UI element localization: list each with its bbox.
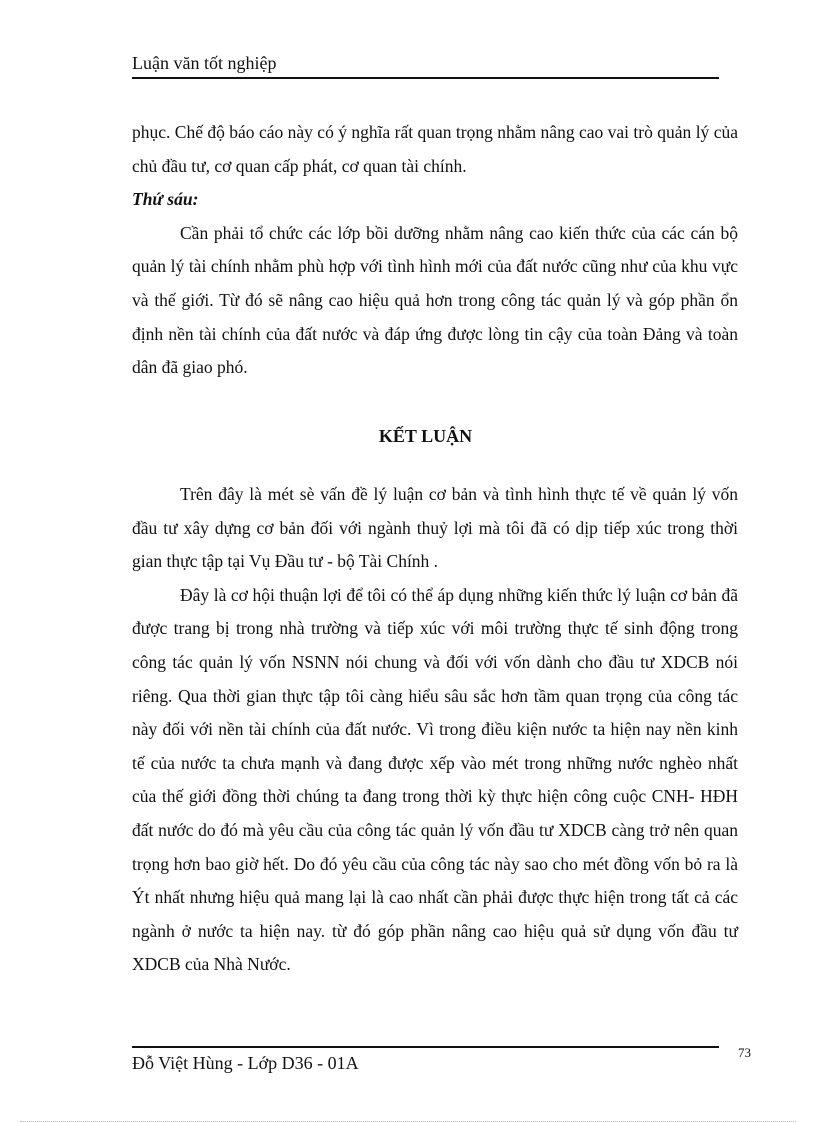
page-bottom-edge xyxy=(20,1121,796,1122)
subheading-thu-sau: Thứ sáu: xyxy=(132,189,199,210)
running-header: Luận văn tốt nghiệp xyxy=(132,52,719,79)
page-number: 73 xyxy=(738,1045,751,1060)
conclusion-heading: KẾT LUẬN xyxy=(378,426,473,446)
footer-author: Đỗ Việt Hùng - Lớp D36 - 01A xyxy=(132,1053,359,1073)
conclusion-body xyxy=(132,478,738,982)
recommendation-paragraph: Cần phải tổ chức các lớp bồi dưỡng nhằm nâng cao kiến thức của các cán bộ quản lý tài chính nhằm phù hợp với tình hình mới của đất nước cũng như của khu vực và thế giới. Từ đó sẽ nâng cao hiệu quả hơn trong công tác quản lý và góp phần ổn định nền tài chính của đất nước và đáp ứng được lòng tin cậy của toàn Đảng và toàn dân đã giao phó. xyxy=(132,222,738,378)
conclusion-paragraph-2: Đây là cơ hội thuận lợi để tôi có thể áp dụng những kiến thức lý luận cơ bản đã được trang bị trong nhà trường và tiếp xúc với môi trường thực tế sinh động trong công tác quản lý vốn NSNN nói chung và đối với vốn dành cho đầu tư XDCB nói riêng. Qua thời gian thực tập tôi càng hiểu sâu sắc hơn tầm quan trọng của công tác này đối với nền tài chính của đất nước. Vì trong điều kiện nước ta hiện nay nền kinh tế của nước ta chưa mạnh và đang được xếp vào mét trong những nước nghèo nhất của thế giới đồng thời chúng ta đang trong thời kỳ thực hiện công cuộc CNH- HĐH đất nước do đó mà yêu cầu của công tác quản lý vốn đầu tư XDCB càng trở nên quan trọng hơn bao giờ hết. Do đó yêu cầu của công tác này sao cho mét đồng vốn bỏ ra là Ýt nhất nhưng hiệu quả mang lại là cao nhất cần phải được thực hiện trong tất cả các ngành ở nước ta hiện nay. từ đó góp phần nâng cao hiệu quả sử dụng vốn đầu tư XDCB của Nhà Nước. xyxy=(132,584,738,975)
section-closing-text xyxy=(132,116,738,385)
conclusion-paragraph-1: Trên đây là mét sè vấn đề lý luận cơ bản và tình hình thực tế về quản lý vốn đầu tư xây dựng cơ bản đối với ngành thuỷ lợi mà tôi đã có dịp tiếp xúc trong thời gian thực tập tại Vụ Đầu tư - bộ Tài Chính . xyxy=(132,484,738,572)
continuation-paragraph: phục. Chế độ báo cáo này có ý nghĩa rất quan trọng nhằm nâng cao vai trò quản lý của chủ đầu tư, cơ quan cấp phát, cơ quan tài chính. xyxy=(132,122,738,176)
footer-divider xyxy=(132,1046,719,1048)
